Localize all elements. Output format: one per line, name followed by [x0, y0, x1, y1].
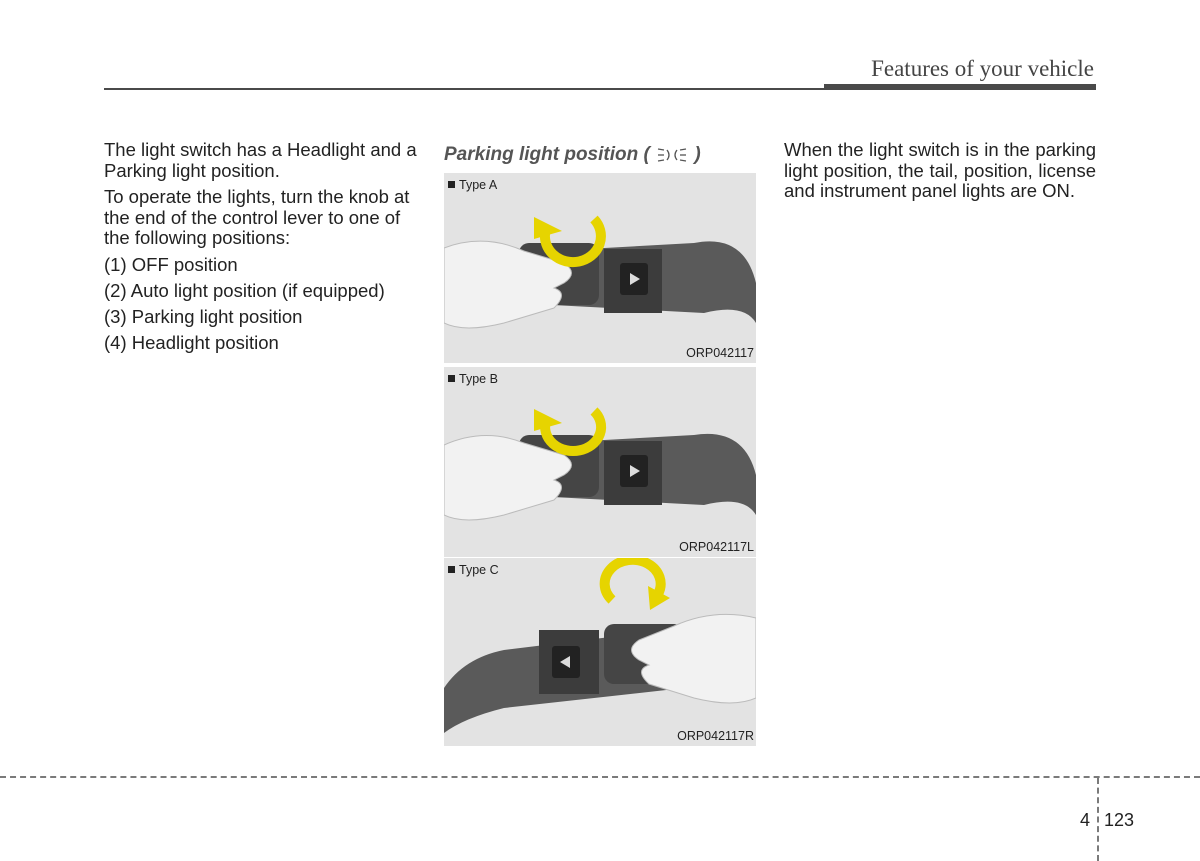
figure-label: Type B [448, 372, 498, 386]
page-number: 123 [1104, 810, 1135, 830]
right-column [784, 140, 1096, 202]
intro-paragraph: The light switch has a Headlight and a Parking light position. [104, 139, 417, 181]
figure-label: Type A [448, 178, 497, 192]
position-list-item: (2) Auto light position (if equipped) [104, 279, 385, 301]
lever-illustration-c [444, 558, 756, 746]
section-heading-suffix: ) [694, 144, 701, 165]
lever-illustration-a [444, 173, 756, 363]
figure-type-a [444, 173, 756, 363]
section-heading [444, 144, 701, 166]
footer-divider [1097, 778, 1099, 861]
figure-label: Type C [448, 563, 499, 577]
position-list-item: (3) Parking light position [104, 305, 303, 327]
left-column [104, 140, 420, 359]
page-header-title: Features of your vehicle [871, 56, 1094, 81]
parking-light-icon [657, 146, 687, 164]
figure-code: ORP042117R [677, 729, 754, 743]
figure-type-b [444, 367, 756, 557]
chapter-number: 4 [1080, 810, 1091, 830]
figure-code: ORP042117 [686, 346, 754, 360]
footer-rule [0, 776, 1200, 778]
figure-code: ORP042117L [679, 540, 754, 554]
position-list-item: (1) OFF position [104, 253, 238, 275]
section-heading-prefix: Parking light position ( [444, 144, 650, 165]
instruction-paragraph: To operate the lights, turn the knob at the end of the control lever to one of the following positions: [104, 186, 410, 248]
lever-illustration-b [444, 367, 756, 557]
parking-light-description: When the light switch is in the parking light position, the tail, position, license and instrument panel lights are ON. [784, 139, 1096, 201]
header-rule-accent [824, 84, 1096, 90]
position-list-item: (4) Headlight position [104, 331, 279, 353]
figure-type-c [444, 558, 756, 746]
header-rule [104, 88, 824, 90]
